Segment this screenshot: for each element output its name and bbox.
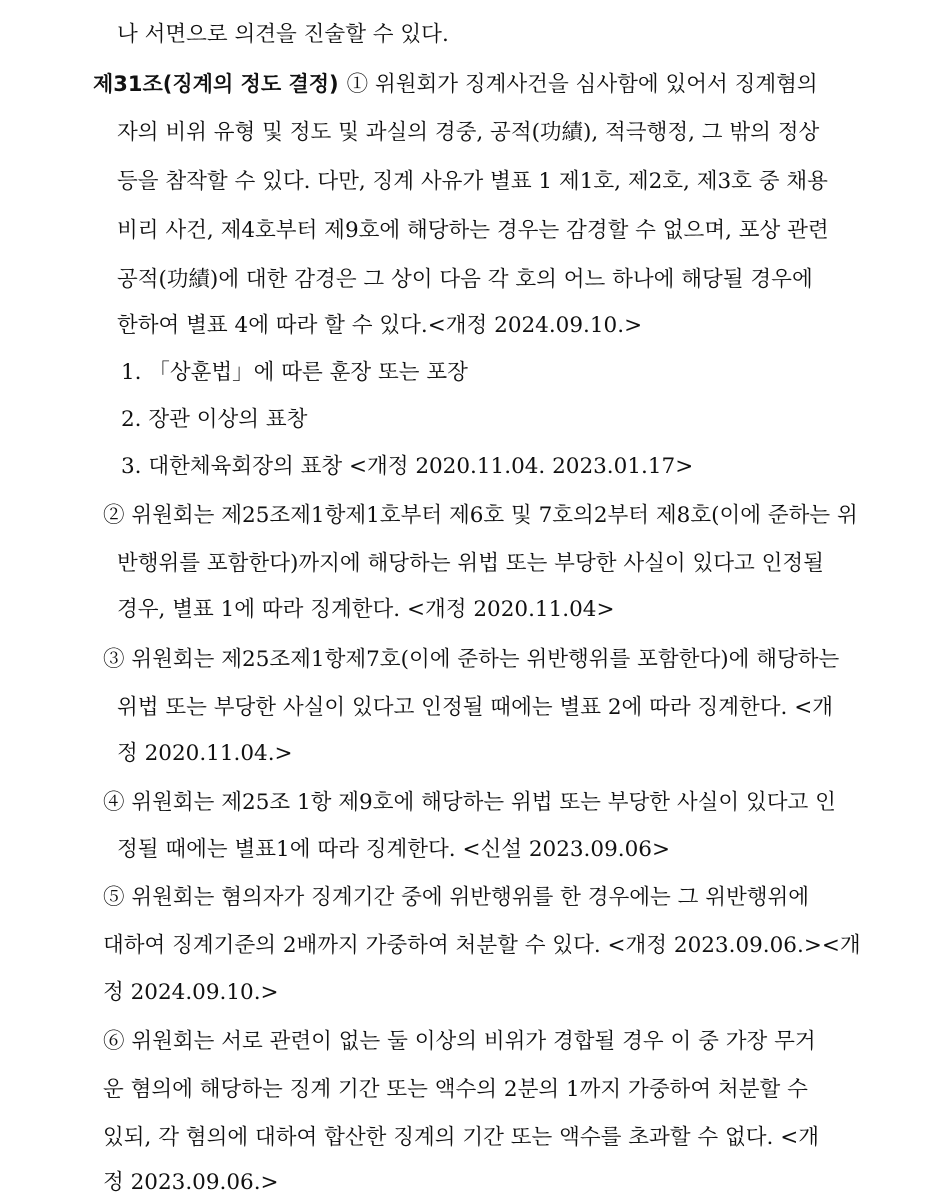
article-31-first-line — [93, 64, 818, 104]
paragraph-3-line: ③ 위원회는 제25조제1항제7호(이에 준하는 위반행위를 포함한다)에 해당하는 — [103, 647, 840, 672]
text-line: 나 서면으로 의견을 진술할 수 있다. — [117, 22, 449, 47]
text-line: 있되, 각 혐의에 대하여 합산한 징계의 기간 또는 액수를 초과할 수 없다. <개 — [103, 1125, 819, 1150]
text-line: 정 2023.09.06.> — [103, 1170, 279, 1195]
text-line: 위법 또는 부당한 사실이 있다고 인정될 때에는 별표 2에 따라 징계한다. <개 — [117, 695, 834, 720]
paragraph-5-line: ⑤ 위원회는 혐의자가 징계기간 중에 위반행위를 한 경우에는 그 위반행위에 — [103, 885, 810, 910]
article-heading: 제31조(징계의 정도 결정) — [93, 72, 339, 96]
text-line: 등을 참작할 수 있다. 다만, 징계 사유가 별표 1 제1호, 제2호, 제3호 중 채용 — [117, 169, 828, 194]
list-item: 2. 장관 이상의 표창 — [121, 407, 308, 432]
text-line: 정 2020.11.04.> — [117, 741, 293, 766]
text-line: 정될 때에는 별표1에 따라 징계한다. <신설 2023.09.06> — [117, 837, 670, 862]
text-line: 대하여 징계기준의 2배까지 가중하여 처분할 수 있다. <개정 2023.09.06.><개 — [103, 933, 861, 958]
article-text: ① 위원회가 징계사건을 심사함에 있어서 징계혐의 — [346, 72, 818, 97]
text-line: 정 2024.09.10.> — [103, 980, 279, 1005]
list-item: 3. 대한체육회장의 표창 <개정 2020.11.04. 2023.01.17> — [121, 454, 694, 479]
text-line: 한하여 별표 4에 따라 할 수 있다.<개정 2024.09.10.> — [117, 313, 643, 338]
list-item: 1. 「상훈법」에 따른 훈장 또는 포장 — [121, 360, 468, 385]
text-line: 반행위를 포함한다)까지에 해당하는 위법 또는 부당한 사실이 있다고 인정될 — [117, 551, 824, 576]
text-line: 경우, 별표 1에 따라 징계한다. <개정 2020.11.04> — [117, 597, 615, 622]
text-line: 운 혐의에 해당하는 징계 기간 또는 액수의 2분의 1까지 가중하여 처분할 수 — [103, 1077, 808, 1102]
text-line: 공적(功績)에 대한 감경은 그 상이 다음 각 호의 어느 하나에 해당될 경우에 — [117, 267, 813, 292]
paragraph-2-line: ② 위원회는 제25조제1항제1호부터 제6호 및 7호의2부터 제8호(이에 준하는 위 — [103, 503, 858, 528]
paragraph-4-line: ④ 위원회는 제25조 1항 제9호에 해당하는 위법 또는 부당한 사실이 있다고 인 — [103, 790, 836, 815]
text-line: 비리 사건, 제4호부터 제9호에 해당하는 경우는 감경할 수 없으며, 포상 관련 — [117, 218, 829, 243]
text-line: 자의 비위 유형 및 정도 및 과실의 경중, 공적(功績), 적극행정, 그 밖의 정상 — [117, 120, 820, 145]
paragraph-6-line: ⑥ 위원회는 서로 관련이 없는 둘 이상의 비위가 경합될 경우 이 중 가장 무거 — [103, 1029, 816, 1054]
